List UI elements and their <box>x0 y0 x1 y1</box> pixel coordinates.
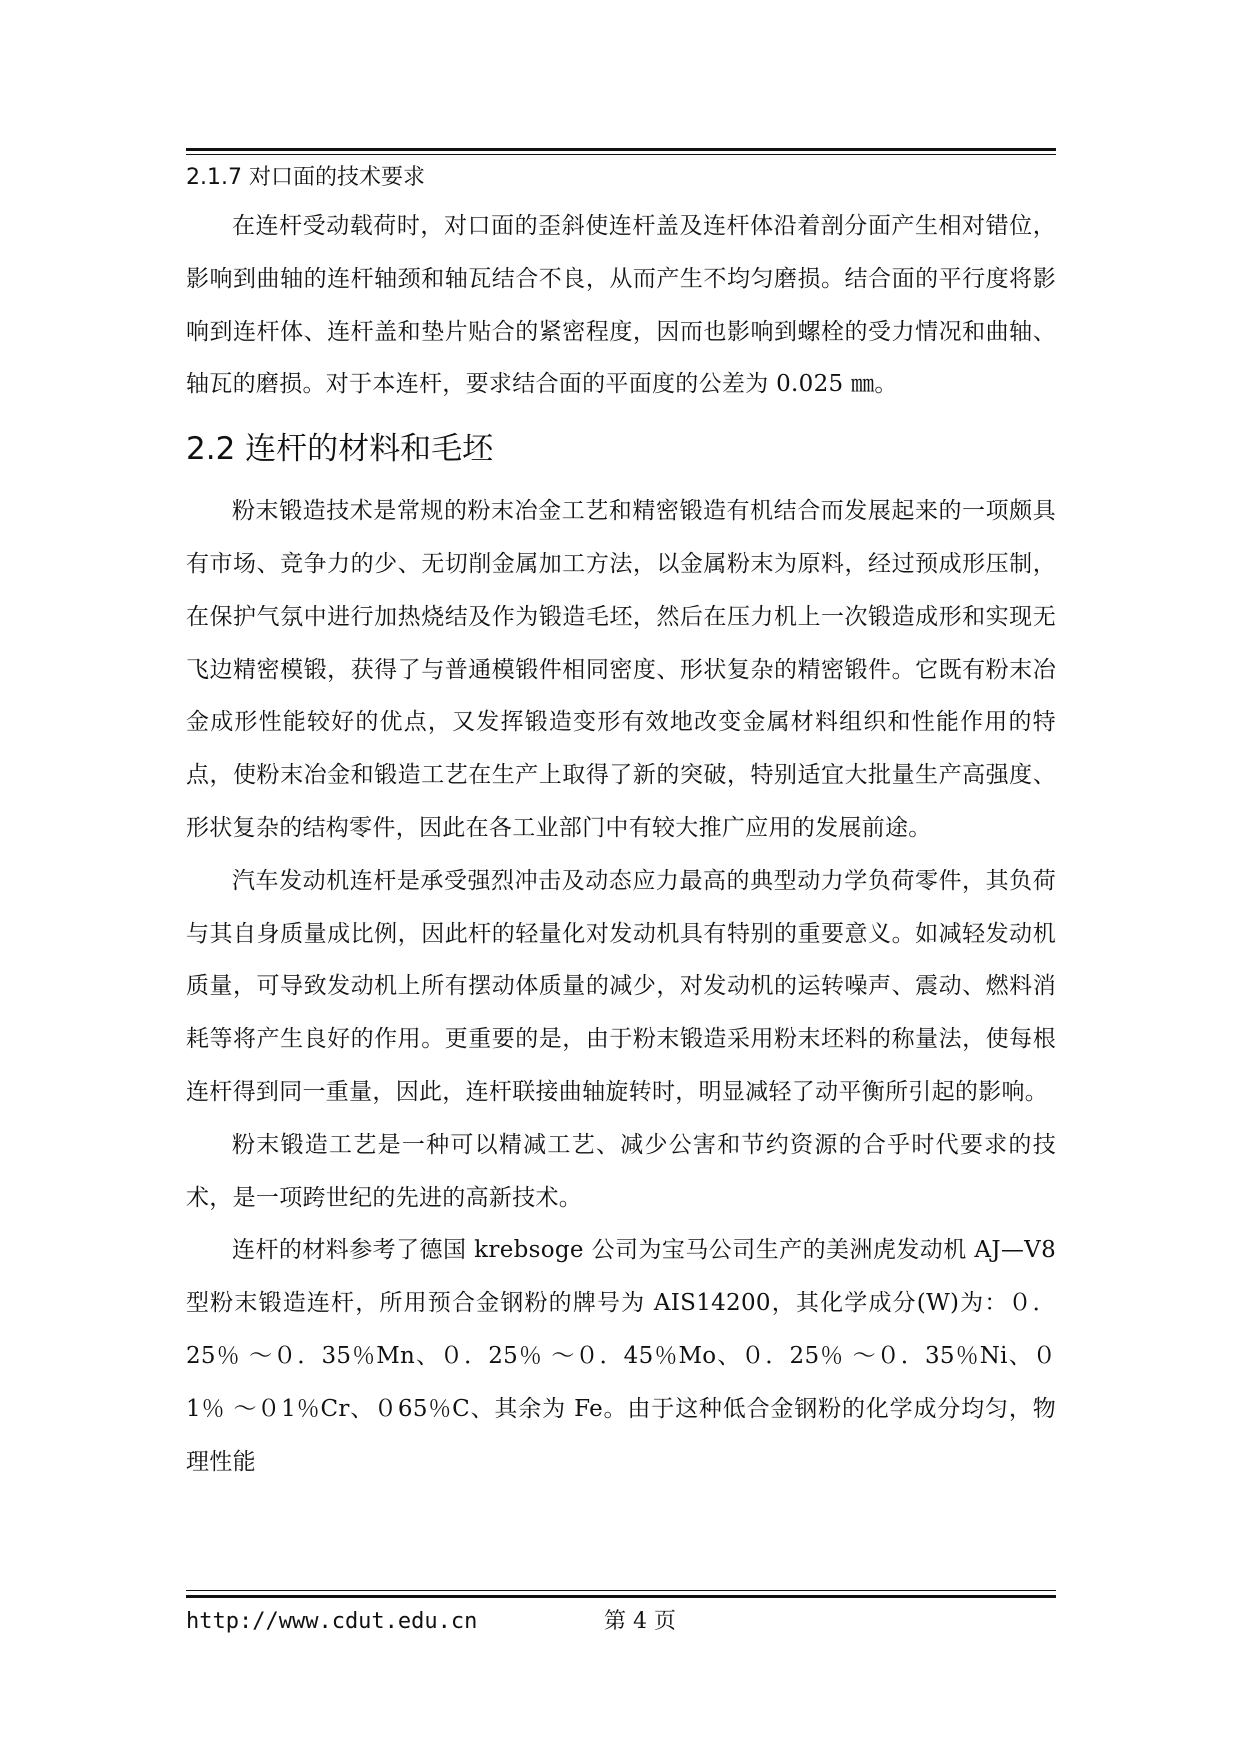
paragraph: 连杆的材料参考了德国 krebsoge 公司为宝马公司生产的美洲虎发动机 AJ—V8 型粉末锻造连杆，所用预合金钢粉的牌号为 AIS14200，其化学成分(W)为：０．25％ ～０．35％Mn、０．25％ ～０．45％Mo、０．25％ ～０．35％Ni、０1％ ～０1％Cr、０65％C、其余为 Fe。由于这种低合金钢粉的化学成分均匀，物理性能 <box>186 1237 1056 1475</box>
page-footer <box>186 1602 1056 1642</box>
paragraph: 在连杆受动载荷时，对口面的歪斜使连杆盖及连杆体沿着剖分面产生相对错位，影响到曲轴的连杆轴颈和轴瓦结合不良，从而产生不均匀磨损。结合面的平行度将影响到连杆体、连杆盖和垫片贴合的紧密程度，因而也影响到螺栓的受力情况和曲轴、轴瓦的磨损。对于本连杆，要求结合面的平面度的公差为 0.025 ㎜。 <box>186 213 1056 398</box>
page-body <box>186 160 1056 1488</box>
footer-url: http://www.cdut.edu.cn <box>186 1609 478 1634</box>
footer-rule-thick <box>186 1595 1056 1598</box>
subsection-title: 2.1.7 对口面的技术要求 <box>186 165 425 190</box>
page-number: 第 4 页 <box>604 1609 676 1634</box>
paragraph: 汽车发动机连杆是承受强烈冲击及动态应力最高的典型动力学负荷零件，其负荷与其自身质量成比例，因此杆的轻量化对发动机具有特别的重要意义。如减轻发动机质量，可导致发动机上所有摆动体质量的减少，对发动机的运转噪声、震动、燃料消耗等将产生良好的作用。更重要的是，由于粉末锻造采用粉末坯料的称量法，使每根连杆得到同一重量，因此，连杆联接曲轴旋转时，明显减轻了动平衡所引起的影响。 <box>186 867 1056 1105</box>
paragraph: 粉末锻造工艺是一种可以精减工艺、减少公害和节约资源的合乎时代要求的技术，是一项跨世纪的先进的高新技术。 <box>186 1131 1056 1211</box>
footer-rule-thin <box>186 1590 1056 1591</box>
header-rule-thin <box>186 154 1056 155</box>
header-rule-thick <box>186 148 1056 151</box>
section-title: 2.2 连杆的材料和毛坯 <box>186 431 494 468</box>
paragraph: 粉末锻造技术是常规的粉末冶金工艺和精密锻造有机结合而发展起来的一项颇具有市场、竞争力的少、无切削金属加工方法，以金属粉末为原料，经过预成形压制，在保护气氛中进行加热烧结及作为锻造毛坯，然后在压力机上一次锻造成形和实现无飞边精密模锻，获得了与普通模锻件相同密度、形状复杂的精密锻件。它既有粉末冶金成形性能较好的优点，又发挥锻造变形有效地改变金属材料组织和性能作用的特点，使粉末冶金和锻造工艺在生产上取得了新的突破，特别适宜大批量生产高强度、形状复杂的结构零件，因此在各工业部门中有较大推广应用的发展前途。 <box>186 498 1056 841</box>
